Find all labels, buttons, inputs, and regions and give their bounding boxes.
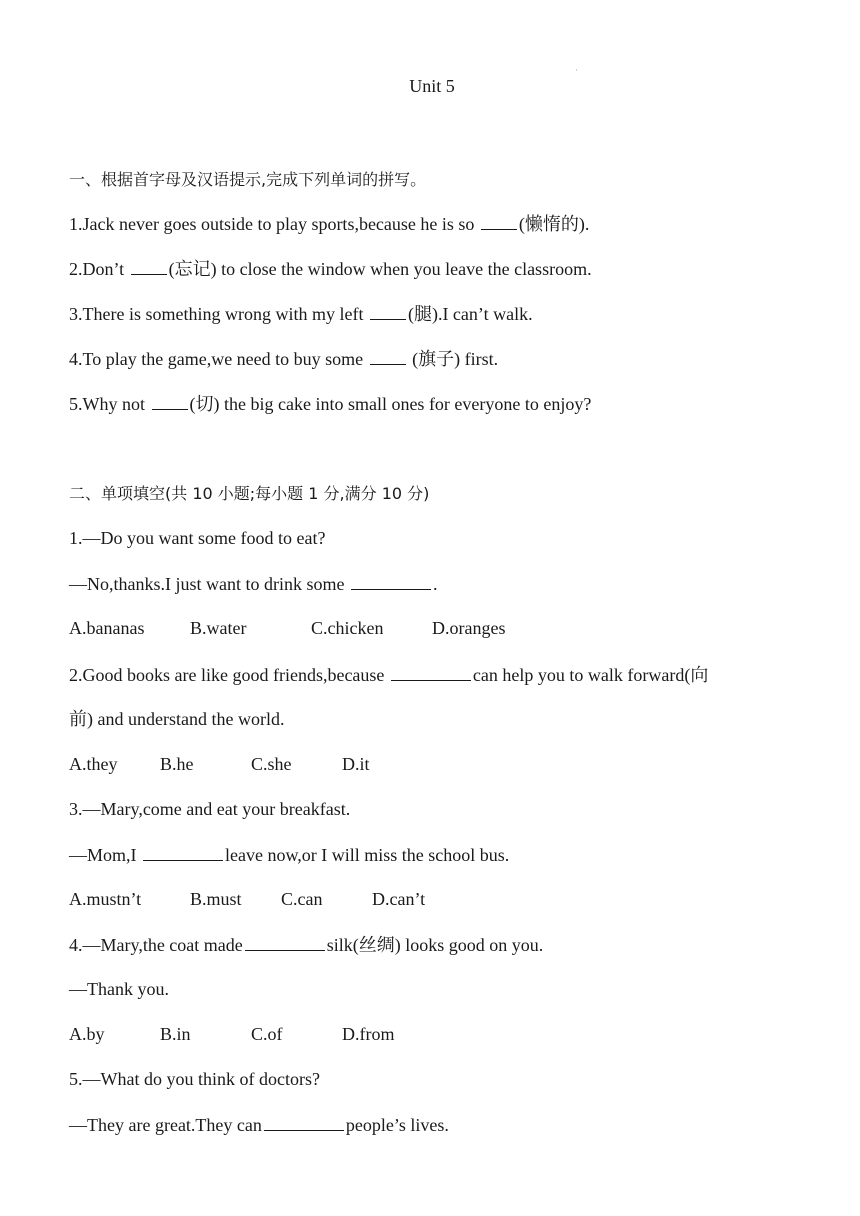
item-text: 4.To play the game,we need to buy some: [69, 349, 368, 369]
option-a: A.by: [69, 1024, 105, 1044]
section2-heading: 二、单项填空(共 10 小题;每小题 1 分,满分 10 分): [69, 484, 430, 503]
option-d: D.oranges: [432, 618, 506, 638]
answer-blank: [370, 301, 406, 320]
option-c: C.she: [251, 754, 292, 774]
answer-blank: [351, 571, 431, 590]
answer-blank: [391, 662, 471, 681]
option-a: A.bananas: [69, 618, 145, 638]
question-1-options: [69, 616, 505, 640]
spelling-item-2: [69, 256, 592, 281]
prompt-text-cont: can help you to walk forward(向: [472, 665, 709, 685]
item-hint: (切) the big cake into small ones for everyone to enjoy?: [189, 394, 592, 414]
answer-blank: [245, 932, 325, 951]
option-c: C.can: [281, 889, 323, 909]
question-4-prompt: [69, 932, 543, 957]
item-text: 3.There is something wrong with my left: [69, 304, 368, 324]
answer-blank: [152, 391, 188, 410]
option-d: D.it: [342, 754, 370, 774]
prompt-text: 4.—Mary,the coat made: [69, 935, 243, 955]
item-text: 5.Why not: [69, 394, 150, 414]
scan-dot: ·: [575, 66, 578, 75]
item-hint: (腿).I can’t walk.: [407, 304, 533, 324]
option-a: A.mustn’t: [69, 889, 142, 909]
page-title: Unit 5: [409, 76, 455, 96]
item-hint: (旗子) first.: [407, 349, 499, 369]
option-d: D.from: [342, 1024, 395, 1044]
answer-blank: [264, 1112, 344, 1131]
spelling-item-3: [69, 301, 533, 326]
spelling-item-5: [69, 391, 591, 416]
section1-heading: 一、根据首字母及汉语提示,完成下列单词的拼写。: [69, 170, 427, 189]
question-1-prompt: 1.—Do you want some food to eat?: [69, 528, 326, 548]
answer-blank: [131, 256, 167, 275]
option-a: A.they: [69, 754, 118, 774]
item-hint: (忘记) to close the window when you leave the classroom.: [168, 259, 592, 279]
item-hint: (懒惰的).: [518, 214, 590, 234]
response-end: leave now,or I will miss the school bus.: [225, 845, 510, 865]
response-end: .: [432, 574, 438, 594]
option-b: B.he: [160, 754, 194, 774]
option-b: B.water: [190, 618, 247, 638]
question-1-response: [69, 571, 437, 596]
question-3-prompt: 3.—Mary,come and eat your breakfast.: [69, 799, 351, 819]
answer-blank: [143, 842, 223, 861]
question-4-response: —Thank you.: [69, 979, 169, 999]
response-text: —No,thanks.I just want to drink some: [69, 574, 349, 594]
question-2-options: [69, 752, 370, 776]
response-text: —Mom,I: [69, 845, 141, 865]
option-c: C.of: [251, 1024, 283, 1044]
question-4-options: [69, 1022, 395, 1046]
question-3-response: [69, 842, 509, 867]
question-3-options: [69, 887, 425, 911]
question-2-prompt: [69, 662, 708, 687]
prompt-text-cont: silk(丝绸) looks good on you.: [326, 935, 544, 955]
response-text: —They are great.They can: [69, 1115, 262, 1135]
item-text: 2.Don’t: [69, 259, 129, 279]
question-2-prompt-cont: 前) and understand the world.: [69, 709, 285, 729]
answer-blank: [481, 211, 517, 230]
response-end: people’s lives.: [345, 1115, 449, 1135]
item-text: 1.Jack never goes outside to play sports,because he is so: [69, 214, 479, 234]
prompt-text: 2.Good books are like good friends,because: [69, 665, 389, 685]
option-c: C.chicken: [311, 618, 384, 638]
question-5-response: [69, 1112, 449, 1137]
spelling-item-1: [69, 211, 589, 236]
option-b: B.in: [160, 1024, 191, 1044]
option-d: D.can’t: [372, 889, 426, 909]
option-b: B.must: [190, 889, 242, 909]
spelling-item-4: [69, 346, 498, 371]
question-5-prompt: 5.—What do you think of doctors?: [69, 1069, 320, 1089]
answer-blank: [370, 346, 406, 365]
